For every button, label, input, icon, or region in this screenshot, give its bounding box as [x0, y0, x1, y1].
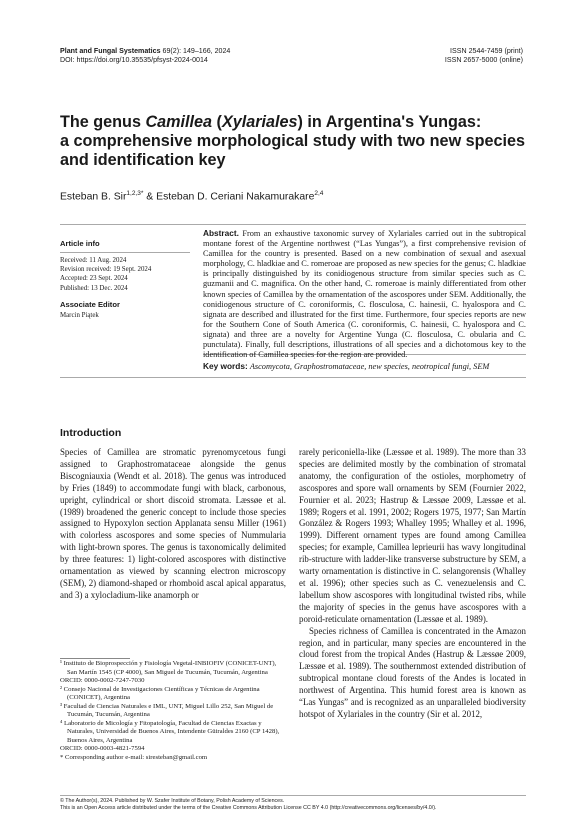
license-footer: © The Author(s), 2024. Published by W. Szafer Institute of Botany, Polish Academy of Sciences. This is an Open Access article distributed under the terms of the Creative Commons Attribution License CC BY 4.0 (http://creativecommons.org/licenses/by/4.0/). — [60, 798, 437, 812]
introduction-heading: Introduction — [60, 427, 122, 439]
article-dates: Received: 11 Aug. 2024 Revision received: 19 Sept. 2024 Accepted: 23 Sept. 2024 Published: 13 Dec. 2024 — [60, 257, 152, 292]
journal-header — [60, 47, 230, 66]
keywords-text: Ascomycota, Graphostromataceae, new species, neotropical fungi, SEM — [249, 362, 490, 371]
article-info-divider — [60, 252, 190, 253]
abstract-label: Abstract. — [203, 228, 239, 238]
keywords-label: Key words: — [203, 361, 248, 371]
introduction-column-2: rarely periconiella-like (Læssøe et al. 1989). The more than 33 species are delimited mostly by the combination of stromatal anatomy, the configuration of the ostioles, morphometry of ascospores and spore wall ornaments by SEM (Fournier 2022, Fournier et al. 2023; Hastrup & Læssøe 2009, Læssøe et al. 1989; Rogers et al. 1991, 2002; Rogers 1975, 1977; San Martín González & Rogers 1993; Whalley 1995; Whalley et al. 1996, 1999). Different ornament types are found among Camillea species; for example, Camillea leprieurii has wavy longitudinal rib-structure with ladder-like transverse substructure by SEM, a warty ornamentation is distinctive in C. selangorensis (Whalley et al. 1996); other species such as C. venezuelensis and C. labellum show ascospores with longitudinal twisted ribs, while the majority of species in the genus have ascospores with a poroid-reticulate ornamentation (Læssøe et al. 1989). Species richness of Camillea is concentrated in the Amazon region, and in particular, many species are encountered in the cloud forest from the tropical Andes (Hastrup & Læssøe 2009, Læssøe et al. 1989). The southernmost extended distribution of subtropical montane cloud forests of the Andes is located in northwest of Argentina. This humid forest area is known as “Las Yungas” and is recognized as an unparalleled biodiversity hotspot of Xylariales in the country (Sir et al. 2012, — [299, 447, 526, 719]
journal-citation: 69(2): 149–166, 2024 — [162, 47, 231, 55]
introduction-column-1: Species of Camillea are stromatic pyrenomycetous fungi assigned to Graphostromataceae alongside the genus Biscogniauxia (Wendt et al. 2018). The genus was introduced by Fries (1849) to accommodate fungi with black, carbonous, upright, cylindrical or short discoid stromata. Læssøe et al. (1989) broadened the generic concept to include those species assigned to Hypoxylon section Applanata sensu Miller (1961) with colorless ascospores and some species of Nummularia with light-brown spores. The genus is taxonomically delimited by three features: 1) light-colored ascospores with distinctive ornamentation as viewed by scanning electron microscopy (SEM), 2) diamond-shaped or rhomboid ascal apical apparatus, and 3) a xylocladium-like anamorph or — [60, 447, 286, 600]
author-list: Esteban B. Sir$^{1,2,3*}$ & Esteban D. Ceriani Nakamurakare$^{2,4}$ — [60, 190, 324, 203]
header-divider — [60, 224, 526, 225]
journal-name: Plant and Fungal Systematics — [60, 47, 161, 55]
abstract-text: From an exhaustive taxonomic survey of Xylariales carried out in the subtropical montane forest of the Argentine northwest (“Las Yungas”), a first comprehensive revision of Camillea for the country is presented. Based on a new combination of sexual and asexual morphology, C. hladkiae and C. romeroae are proposed as new species for the genus; C. hladkiae is principally distinguished by its conidiogenous structure from similar species such as C. guzmanii and C. magnifica. On the other hand, C. romeroae is mainly differentiated from other known species of Camillea by the ornamentation of the ascospores under SEM. Additionally, the conidiogenous structure of C. coroniformis, C. flosculosa, C. hainesii, C. hyalospora and C. signata are described and illustrated for the first time. Furthermore, four species reports are new for the Southern Cone of South America (C. coroniformis, C. hainesii, C. hyalospora and C. signata) and three are a novelty for Argentine Yunga (C. flosculosa, C. obularia and C. punctulata). Finally, full descriptions, illustrations of all species and a dichotomous key to the identification of Camillea species for the region are provided. — [203, 229, 526, 360]
issn-print: ISSN 2544-7459 (print) — [450, 47, 523, 55]
author-1: Esteban B. Sir — [60, 191, 127, 203]
article-title: The genus Camillea (Xylariales) in Argentina's Yungas: a comprehensive morphological study with two new species and identification key — [60, 113, 526, 169]
issn-online: ISSN 2657-5000 (online) — [444, 56, 523, 65]
section-divider — [60, 377, 526, 378]
article-info-heading: Article info — [60, 239, 100, 248]
author-2: Esteban D. Ceriani Nakamurakare — [156, 191, 315, 203]
abstract — [203, 228, 526, 360]
associate-editor-heading: Associate Editor — [60, 300, 120, 309]
keywords — [203, 361, 526, 372]
issn-block — [445, 47, 523, 66]
footnote-divider — [60, 658, 130, 659]
affiliations: ¹ Instituto de Bioprospección y Fisiología Vegetal-INBIOFIV (CONICET-UNT), San Martín 1545 (CP 4000), San Miguel de Tucumán, Tucumán, Argentina ORCID: 0000-0002-7247-7030 ² Consejo Nacional de Investigaciones Científicas y Técnicas de Argentina (CONICET), Argentina ³ Facultad de Ciencias Naturales e IML, UNT, Miguel Lillo 252, San Miguel de Tucumán, Tucumán, Argentina ⁴ Laboratorio de Micología y Fitopatología, Facultad de Ciencias Exactas y Naturales, Universidad de Buenos Aires, Intendente Güiraldes 2160 (CP 1428), Buenos Aires, Argentina ORCID: 0000-0003-4821-7594 * Corresponding author e-mail: siresteban@gmail.com — [60, 660, 280, 761]
associate-editor: Marcin Piątek — [60, 312, 99, 319]
footer-divider — [60, 795, 526, 796]
doi-link[interactable]: DOI: https://doi.org/10.35535/pfsyst-2024-0014 — [60, 56, 208, 65]
